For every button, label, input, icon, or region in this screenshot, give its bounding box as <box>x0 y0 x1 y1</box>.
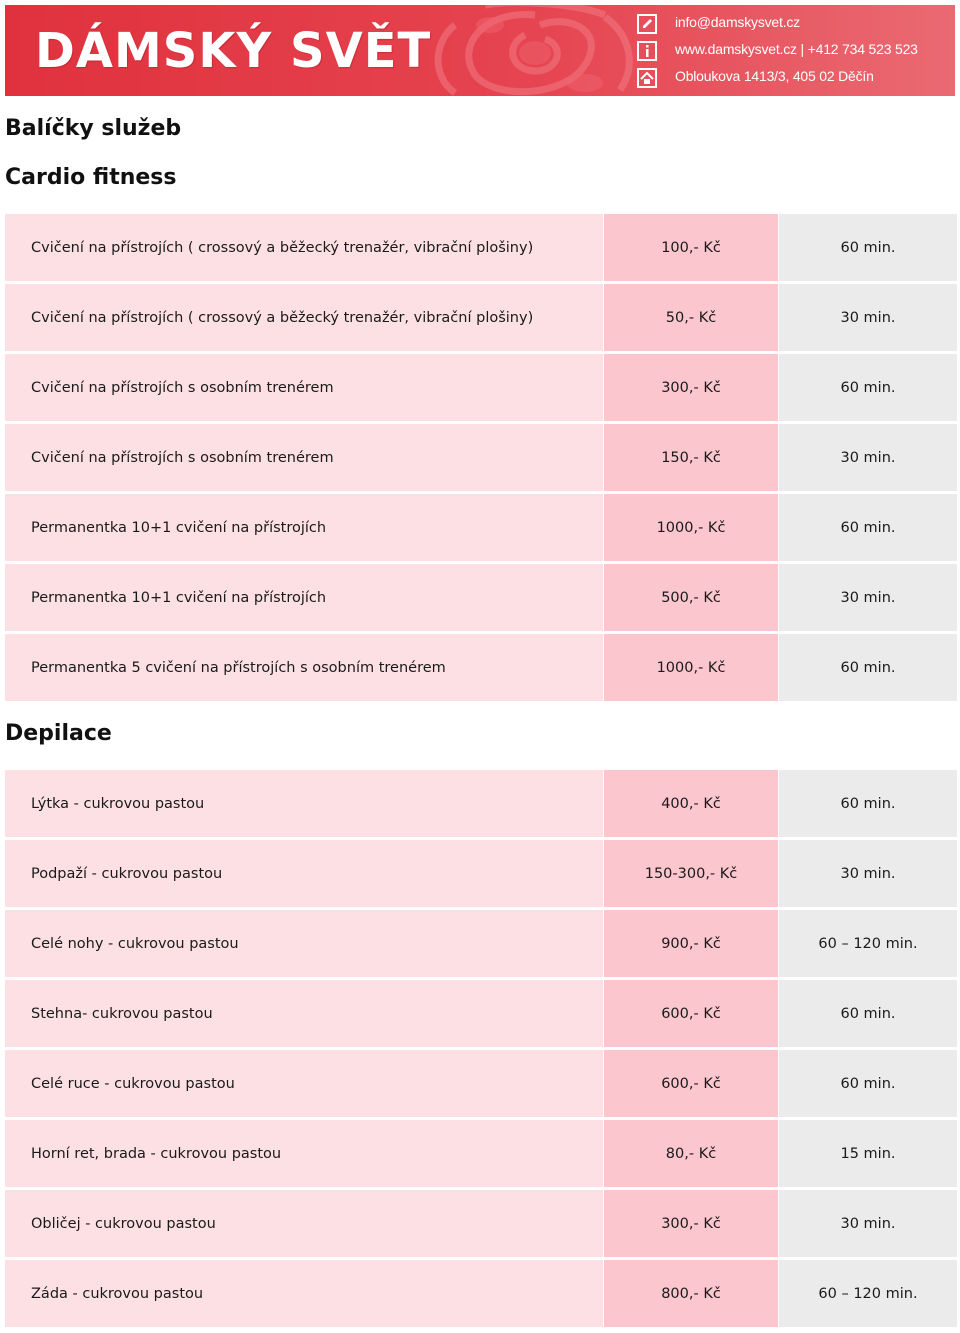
service-price: 1000,- Kč <box>603 634 779 701</box>
service-price: 80,- Kč <box>603 1120 779 1190</box>
service-price: 900,- Kč <box>603 910 779 980</box>
table-row <box>5 770 957 840</box>
web-phone-text[interactable]: www.damskysvet.cz | +412 734 523 523 <box>675 41 918 57</box>
contact-email-row <box>637 11 955 38</box>
service-duration: 30 min. <box>779 424 957 494</box>
table-row <box>5 424 957 494</box>
service-price: 400,- Kč <box>603 770 779 840</box>
site-logo[interactable]: DÁMSKÝ SVĚT <box>35 23 432 79</box>
page-title: Balíčky služeb <box>5 116 182 141</box>
service-name: Stehna- cukrovou pastou <box>5 980 603 1050</box>
service-name: Permanentka 10+1 cvičení na přístrojích <box>5 494 603 564</box>
service-duration: 60 min. <box>779 980 957 1050</box>
service-name: Cvičení na přístrojích ( crossový a běžecký trenažér, vibrační plošiny) <box>5 284 603 354</box>
service-duration: 30 min. <box>779 1190 957 1260</box>
section-title-depilace: Depilace <box>5 721 112 746</box>
service-price: 800,- Kč <box>603 1260 779 1327</box>
service-duration: 30 min. <box>779 840 957 910</box>
service-price: 150,- Kč <box>603 424 779 494</box>
table-row <box>5 564 957 634</box>
service-duration: 60 min. <box>779 770 957 840</box>
contact-web-row <box>637 38 955 65</box>
header-banner <box>5 5 955 96</box>
service-price: 300,- Kč <box>603 1190 779 1260</box>
table-row <box>5 1190 957 1260</box>
table-row <box>5 910 957 980</box>
service-duration: 30 min. <box>779 564 957 634</box>
service-name: Cvičení na přístrojích s osobním trenérem <box>5 424 603 494</box>
price-table-cardio <box>5 214 957 701</box>
service-duration: 60 min. <box>779 1050 957 1120</box>
edit-icon <box>637 14 657 34</box>
email-link[interactable]: info@damskysvet.cz <box>675 14 800 30</box>
contact-address-row <box>637 65 955 92</box>
service-name: Podpaží - cukrovou pastou <box>5 840 603 910</box>
service-price: 150-300,- Kč <box>603 840 779 910</box>
table-row <box>5 840 957 910</box>
service-duration: 60 min. <box>779 354 957 424</box>
table-row <box>5 214 957 284</box>
service-name: Obličej - cukrovou pastou <box>5 1190 603 1260</box>
service-price: 600,- Kč <box>603 980 779 1050</box>
service-duration: 60 – 120 min. <box>779 910 957 980</box>
service-duration: 60 min. <box>779 634 957 701</box>
service-name: Lýtka - cukrovou pastou <box>5 770 603 840</box>
service-name: Cvičení na přístrojích s osobním trenérem <box>5 354 603 424</box>
service-price: 50,- Kč <box>603 284 779 354</box>
price-table-depilace <box>5 770 957 1327</box>
service-name: Celé nohy - cukrovou pastou <box>5 910 603 980</box>
service-price: 1000,- Kč <box>603 494 779 564</box>
service-duration: 60 – 120 min. <box>779 1260 957 1327</box>
table-row <box>5 1120 957 1190</box>
service-duration: 60 min. <box>779 494 957 564</box>
service-price: 500,- Kč <box>603 564 779 634</box>
service-duration: 30 min. <box>779 284 957 354</box>
section-title-cardio: Cardio fitness <box>5 165 177 190</box>
table-row <box>5 1050 957 1120</box>
table-row <box>5 284 957 354</box>
service-name: Záda - cukrovou pastou <box>5 1260 603 1327</box>
service-price: 600,- Kč <box>603 1050 779 1120</box>
contact-info <box>637 11 955 92</box>
service-duration: 60 min. <box>779 214 957 284</box>
service-name: Horní ret, brada - cukrovou pastou <box>5 1120 603 1190</box>
table-row <box>5 354 957 424</box>
home-icon <box>637 68 657 88</box>
service-name: Permanentka 5 cvičení na přístrojích s osobním trenérem <box>5 634 603 701</box>
info-icon <box>637 41 657 61</box>
service-name: Permanentka 10+1 cvičení na přístrojích <box>5 564 603 634</box>
table-row <box>5 494 957 564</box>
rose-decoration-icon <box>415 5 655 96</box>
service-name: Cvičení na přístrojích ( crossový a běžecký trenažér, vibrační plošiny) <box>5 214 603 284</box>
service-duration: 15 min. <box>779 1120 957 1190</box>
service-price: 100,- Kč <box>603 214 779 284</box>
table-row <box>5 1260 957 1327</box>
table-row <box>5 980 957 1050</box>
table-row <box>5 634 957 701</box>
service-name: Celé ruce - cukrovou pastou <box>5 1050 603 1120</box>
service-price: 300,- Kč <box>603 354 779 424</box>
address-text: Obloukova 1413/3, 405 02 Děčín <box>675 68 874 84</box>
